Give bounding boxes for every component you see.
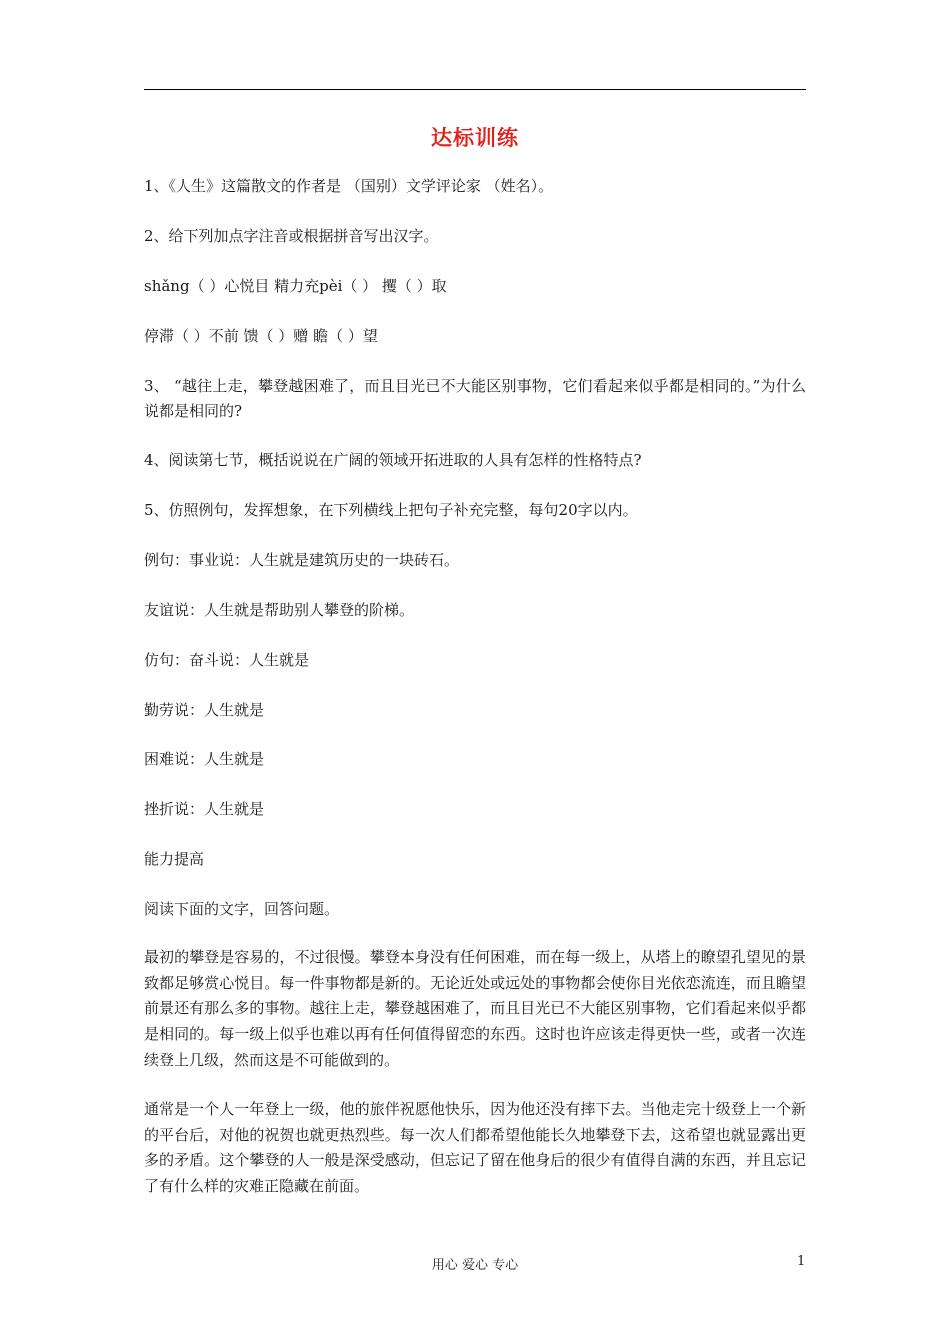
example-sentence-1: 例句：事业说：人生就是建筑历史的一块砖石。 [144, 551, 460, 569]
imitation-sentence-3: 困难说：人生就是 [144, 750, 265, 768]
page-number: 1 [797, 1254, 806, 1269]
reading-instruction: 阅读下面的文字，回答问题。 [144, 900, 340, 918]
question-2-character-line: 停滞（ ）不前 馈（ ）赠 瞻（ ）望 [144, 327, 378, 345]
question-1: 1、《人生》这篇散文的作者是 （国别）文学评论家 （姓名）。 [144, 177, 554, 195]
footer-motto: 用心 爱心 专心 [431, 1258, 519, 1273]
question-4: 4、阅读第七节，概括说说在广阔的领域开拓进取的人具有怎样的性格特点? [144, 451, 642, 469]
reading-paragraph-2: 通常是一个人一年登上一级，他的旅伴祝愿他快乐，因为他还没有摔下去。当他走完十级登上一个新的平台后，对他的祝贺也就更热烈些。每一次人们都希望他能长久地攀登下去，这希望也就显露出更多的矛盾。这个攀登的人一般是深受感动，但忘记了留在他身后的很少有值得自满的东西，并且忘记了有什么样的灾难正隐藏在前面。 [144, 1100, 806, 1196]
header-rule [144, 89, 806, 90]
imitation-sentence-1: 仿句：奋斗说：人生就是 [144, 651, 310, 669]
reading-paragraph-1: 最初的攀登是容易的，不过很慢。攀登本身没有任何困难，而在每一级上，从塔上的瞭望孔望见的景致都足够赏心悦目。每一件事物都是新的。无论近处或远处的事物都会使你目光依恋流连，而且瞻望前景还有那么多的事物。越往上走，攀登越困难了，而且目光已不大能区别事物，它们看起来似乎都是相同的。每一级上似乎也难以再有任何值得留恋的东西。这时也许应该走得更快一些，或者一次连续登上几级，然而这是不可能做到的。 [144, 948, 806, 1069]
imitation-sentence-2: 勤劳说：人生就是 [144, 701, 265, 719]
question-2-pinyin-line: shǎng（ ）心悦目 精力充pèi（ ） 攫（ ）取 [144, 277, 447, 295]
imitation-sentence-4: 挫折说：人生就是 [144, 800, 265, 818]
example-sentence-2: 友谊说：人生就是帮助别人攀登的阶梯。 [144, 601, 415, 619]
page-title: 达标训练 [431, 126, 519, 150]
question-3: 3、 “越往上走，攀登越困难了，而且目光已不大能区别事物，它们看起来似乎都是相同的。”为什么说都是相同的? [144, 377, 806, 420]
question-5: 5、仿照例句，发挥想象，在下列横线上把句子补充完整，每句20字以内。 [144, 501, 638, 519]
question-2: 2、给下列加点字注音或根据拼音写出汉字。 [144, 227, 439, 245]
section-heading: 能力提高 [144, 850, 205, 868]
